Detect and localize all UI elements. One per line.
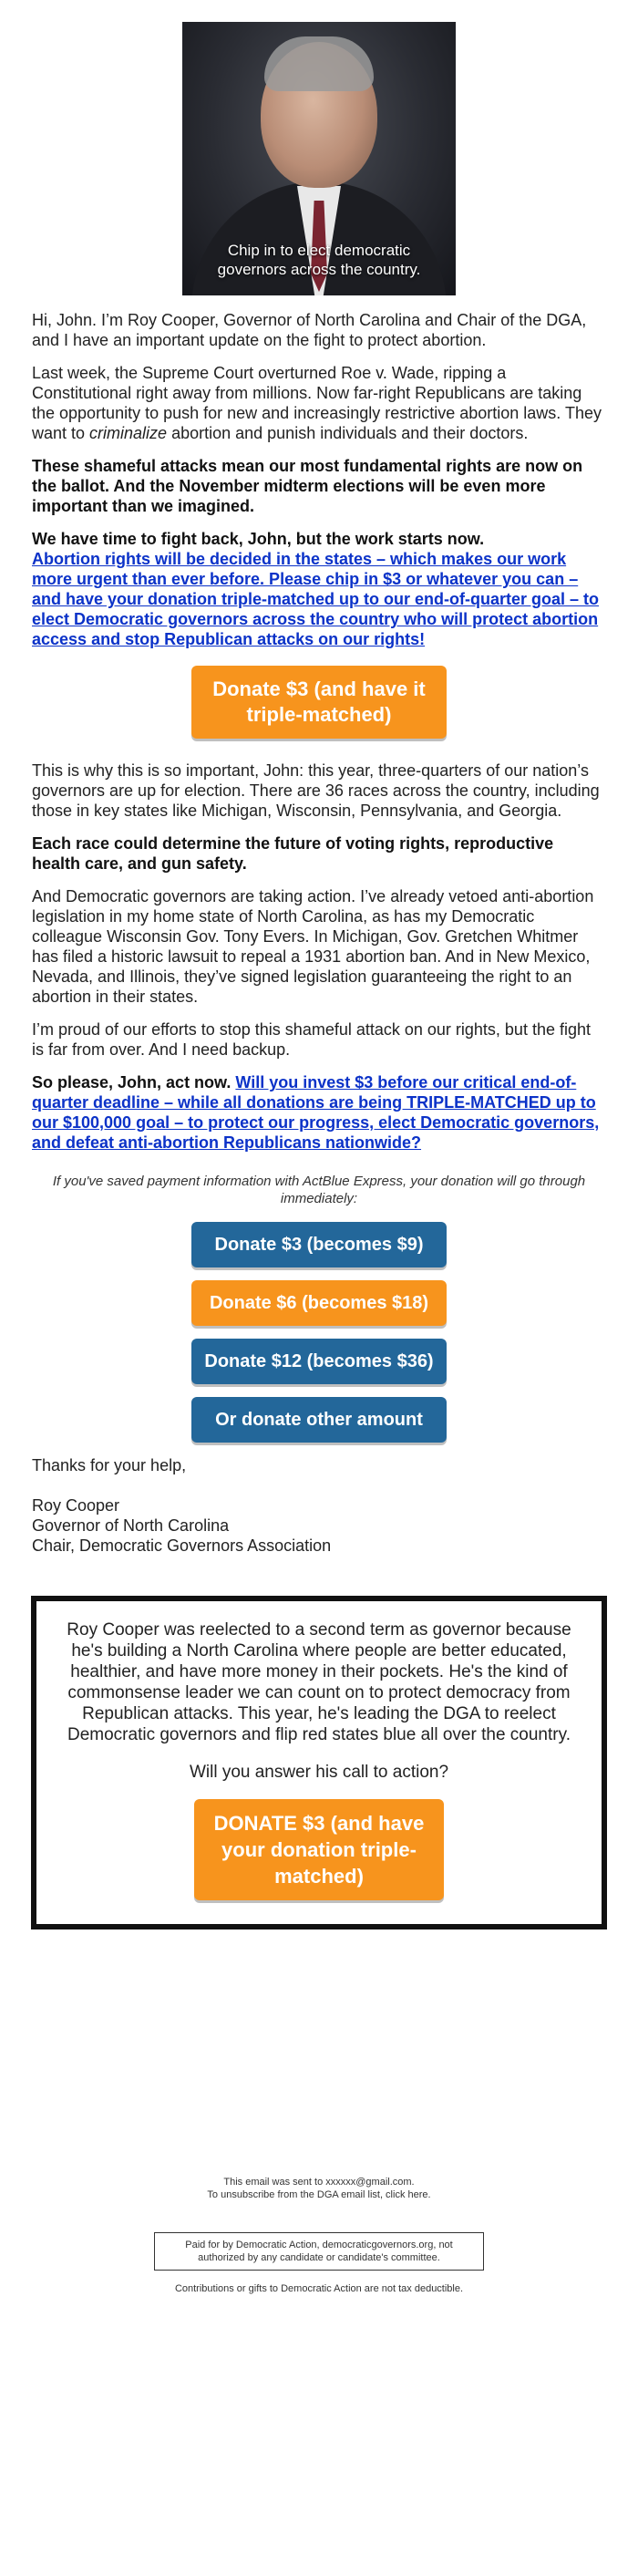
proud-paragraph: I’m proud of our efforts to stop this shameful attack on our rights, but the fight is far from over. And I need backup. bbox=[32, 1020, 591, 1059]
hero-caption-line-1: Chip in to elect democratic bbox=[227, 242, 411, 259]
why-important-paragraph: This is why this is so important, John: this year, three-quarters of our nation’s governors are up for election. There are 36 races across the country, including those in key states like Michigan, Wisconsin, Pennsylvania, and Georgia. bbox=[32, 761, 600, 820]
callout-box bbox=[31, 1596, 607, 1929]
signoff bbox=[32, 1455, 606, 1556]
callout-text: Roy Cooper was reelected to a second term as governor because he's building a North Carolina where people are better educated, healthier, and have more money in their pockets. He's the kind of commonsense leader we can count on to protect democracy from Republican attacks. This year, he's leading the DGA to reelect Democratic governors and flip red states blue all over the country. bbox=[67, 1620, 571, 1744]
roe-text-a: Last week, the Supreme Court overturned Roe v. Wade, ripping a Constitutional right away from millions. Now far-right Republicans are taking the opportunity to push for new and increasingly restrictive abortion laws. They want to bbox=[32, 364, 602, 442]
callout-question: Will you answer his call to action? bbox=[189, 1763, 449, 1782]
paid-for-disclaimer: Paid for by Democratic Action, democraticgovernors.org, not authorized by any candidate or candidate's committee. bbox=[154, 2232, 484, 2271]
invest-link[interactable]: Will you invest $3 before our critical end-of-quarter deadline – while all donations are being TRIPLE-MATCHED up to our $100,000 goal – to protect our progress, elect Democratic governors, and defeat anti-abortion Republicans nationwide? bbox=[32, 1073, 600, 1152]
actblue-express-note: If you've saved payment information with ActBlue Express, your donation will go through immediately: bbox=[52, 1174, 586, 1206]
fight-back-paragraph bbox=[32, 529, 606, 649]
governors-action-paragraph: And Democratic governors are taking action. I’ve already vetoed anti-abortion legislation in my home state of North Carolina, as has my Democratic colleague Wisconsin Gov. Tony Evers. In Michigan, Gov. Gretchen Whitmer has filed a historic lawsuit to repeal a 1931 abortion ban. And in New Mexico, Nevada, and Illinois, they’ve signed legislation guaranteeing the right to an abortion in their states. bbox=[32, 887, 594, 1006]
each-race-paragraph bbox=[32, 833, 606, 874]
intro-paragraph: Hi, John. I’m Roy Cooper, Governor of North Carolina and Chair of the DGA, and I have an important update on the fight to protect abortion. bbox=[32, 311, 587, 349]
fight-back-bold: We have time to fight back, John, but the work starts now. bbox=[32, 530, 485, 548]
signer-title-1: Governor of North Carolina bbox=[32, 1516, 230, 1535]
donate-other-button[interactable]: Or donate other amount bbox=[191, 1397, 447, 1443]
act-now-bold: So please, John, act now. bbox=[32, 1073, 232, 1091]
hero-image[interactable] bbox=[182, 22, 456, 295]
each-race-bold: Each race could determine the future of voting rights, reproductive health care, and gun safety. bbox=[32, 834, 554, 873]
hero-caption-line-2: governors across the country. bbox=[217, 261, 421, 278]
donate-3-triple-button[interactable]: Donate $3 (and have it triple-matched) bbox=[191, 666, 447, 739]
unsubscribe-link[interactable]: To unsubscribe from the DGA email list, click here. bbox=[207, 2189, 431, 2200]
thanks-line: Thanks for your help, bbox=[32, 1456, 187, 1474]
ballot-paragraph bbox=[32, 456, 606, 516]
act-now-paragraph bbox=[32, 1072, 606, 1153]
signer-name: Roy Cooper bbox=[32, 1496, 120, 1515]
criminalize-emphasis: criminalize bbox=[89, 424, 168, 442]
roe-paragraph bbox=[32, 363, 606, 443]
portrait-hair bbox=[264, 36, 374, 91]
email-body bbox=[32, 22, 606, 1556]
signer-title-2: Chair, Democratic Governors Association bbox=[32, 1536, 332, 1555]
hero-caption bbox=[182, 241, 456, 279]
chip-in-link[interactable]: Abortion rights will be decided in the states – which makes our work more urgent than ever before. Please chip in $3 or whatever you can – and have your donation triple-matched up to our end-of-quarter goal – to elect Democratic governors across the country who will protect abortion access and stop Republican attacks on our rights! bbox=[32, 550, 600, 648]
ballot-bold-text: These shameful attacks mean our most fundamental rights are now on the ballot. And the November midterm elections will be even more important than we imagined. bbox=[32, 457, 583, 515]
footer bbox=[0, 2176, 638, 2201]
roe-text-b: abortion and punish individuals and their doctors. bbox=[167, 424, 529, 442]
tax-deductible-note: Contributions or gifts to Democratic Action are not tax deductible. bbox=[174, 2283, 464, 2294]
donate-12-button[interactable]: Donate $12 (becomes $36) bbox=[191, 1339, 447, 1384]
callout-donate-button[interactable]: DONATE $3 (and have your donation triple-matched) bbox=[194, 1799, 444, 1900]
sent-to-line: This email was sent to xxxxxx@gmail.com. bbox=[223, 2177, 415, 2188]
donate-3-button[interactable]: Donate $3 (becomes $9) bbox=[191, 1222, 447, 1267]
donate-6-button[interactable]: Donate $6 (becomes $18) bbox=[191, 1280, 447, 1326]
